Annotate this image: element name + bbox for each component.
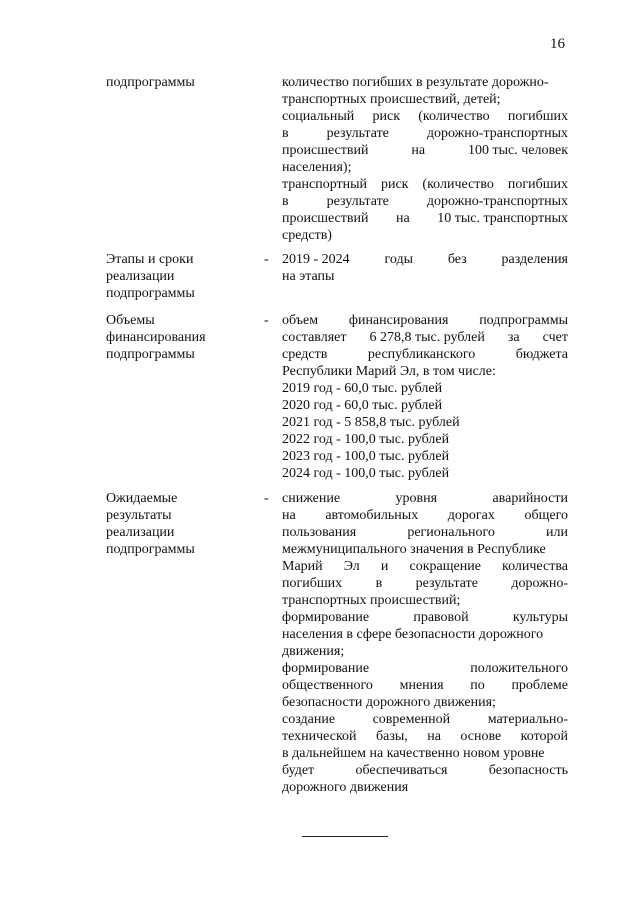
- content-word: положительного: [470, 661, 568, 676]
- content-line: [282, 762, 568, 779]
- content-word: аварийности: [492, 491, 568, 506]
- content-line: [282, 227, 568, 244]
- content-line: [282, 91, 568, 108]
- row-label-line: подпрограммы: [106, 542, 195, 557]
- content-word: на: [427, 729, 441, 744]
- content-line: [282, 592, 568, 609]
- content-word: пользования: [282, 525, 357, 540]
- content-word: основе: [460, 729, 502, 744]
- content-word: на: [395, 211, 410, 226]
- content-word: безопасности дорожного движения;: [282, 695, 496, 710]
- row-label-line: финансирования: [106, 330, 206, 345]
- content-line: [282, 431, 568, 448]
- content-line: [282, 465, 568, 482]
- content-line: [282, 193, 568, 210]
- content-word: безопасность: [488, 763, 568, 778]
- content-line: [282, 524, 568, 541]
- content-word: технической: [282, 729, 357, 744]
- content-word: Эл: [343, 559, 360, 574]
- content-word: 2021 год - 5 858,8 тыс. рублей: [282, 415, 460, 430]
- content-word: уровня: [395, 491, 438, 506]
- content-word: сокращение: [409, 559, 481, 574]
- content-word: мнения: [399, 678, 444, 693]
- content-word: материально-: [487, 712, 568, 727]
- row-label: [106, 490, 256, 558]
- content-word: составляет: [282, 330, 347, 345]
- content-line: [282, 779, 568, 796]
- row-label: [106, 251, 256, 302]
- content-word: 100 тыс. человек: [467, 143, 568, 158]
- content-line: [282, 125, 568, 142]
- content-line: [282, 363, 568, 380]
- content-line: [282, 414, 568, 431]
- content-word: базы,: [376, 729, 408, 744]
- content-line: [282, 108, 568, 125]
- content-word: 2022 год - 100,0 тыс. рублей: [282, 432, 450, 447]
- content-word: в дальнейшем на качественно новом уровне: [282, 746, 545, 761]
- content-word: которой: [520, 729, 568, 744]
- content-word: (количество: [418, 109, 490, 124]
- content-line: [282, 694, 568, 711]
- row-content: [282, 251, 568, 285]
- content-word: общего: [524, 508, 568, 523]
- content-word: средств: [282, 347, 328, 362]
- content-word: погибших: [507, 109, 568, 124]
- content-line: [282, 159, 568, 176]
- content-line: [282, 711, 568, 728]
- content-word: 2019 год - 60,0 тыс. рублей: [282, 381, 443, 396]
- content-word: дорожно-транспортных: [426, 126, 568, 141]
- content-word: 6 278,8 тыс. рублей: [369, 330, 485, 345]
- content-word: в: [375, 576, 383, 591]
- content-line: [282, 609, 568, 626]
- content-word: Республики Марий Эл, в том числе:: [282, 364, 496, 379]
- content-line: [282, 448, 568, 465]
- content-line: [282, 346, 568, 363]
- content-word: правовой: [413, 610, 469, 625]
- content-word: в: [282, 194, 289, 209]
- row-dash: -: [264, 252, 269, 267]
- content-word: общественного: [282, 678, 373, 693]
- row-label-line: Этапы и сроки: [106, 252, 194, 267]
- content-word: дорогах: [447, 508, 495, 523]
- content-word: 2020 год - 60,0 тыс. рублей: [282, 398, 443, 413]
- content-word: финансирования: [348, 313, 449, 328]
- content-word: за: [507, 330, 520, 345]
- content-word: обеспечиваться: [355, 763, 448, 778]
- row-label-line: подпрограммы: [106, 286, 195, 301]
- content-word: 10 тыс. транспортных: [437, 211, 568, 226]
- content-word: формирование: [282, 661, 370, 676]
- row-label: [106, 312, 256, 363]
- content-word: движения;: [282, 644, 345, 659]
- content-line: [282, 643, 568, 660]
- content-word: без: [447, 252, 467, 267]
- row-label-line: подпрограммы: [106, 75, 195, 90]
- row-label-line: Объемы: [106, 313, 155, 328]
- content-line: [282, 268, 568, 285]
- content-word: погибших: [507, 177, 568, 192]
- content-line: [282, 660, 568, 677]
- content-word: годы: [384, 252, 414, 267]
- content-word: межмуниципального значения в Республике: [282, 542, 546, 557]
- content-word: дорожного движения: [282, 780, 409, 795]
- content-word: по: [470, 678, 485, 693]
- content-word: количества: [502, 559, 568, 574]
- content-word: результате: [326, 126, 389, 141]
- content-line: [282, 210, 568, 227]
- content-line: [282, 626, 568, 643]
- content-word: дорожно-: [511, 576, 568, 591]
- content-word: или: [546, 525, 568, 540]
- content-line: [282, 490, 568, 507]
- content-word: риск: [380, 177, 409, 192]
- content-word: происшествий: [282, 211, 369, 226]
- content-word: населения в сфере безопасности дорожного: [282, 627, 544, 642]
- row-label-line: подпрограммы: [106, 347, 195, 362]
- content-word: социальный: [282, 109, 355, 124]
- content-line: [282, 397, 568, 414]
- content-word: на: [411, 143, 426, 158]
- content-line: [282, 507, 568, 524]
- content-word: на: [282, 508, 296, 523]
- content-line: [282, 575, 568, 592]
- content-word: транспортный: [282, 177, 368, 192]
- content-line: [282, 541, 568, 558]
- content-line: [282, 176, 568, 193]
- content-line: [282, 380, 568, 397]
- content-word: населения);: [282, 160, 352, 175]
- content-word: средств): [282, 228, 332, 243]
- row-label-line: реализации: [106, 269, 175, 284]
- content-word: погибших: [282, 576, 343, 591]
- content-line: [282, 251, 568, 268]
- content-word: 2019 - 2024: [282, 252, 350, 267]
- content-word: Марий: [282, 559, 323, 574]
- content-word: дорожно-транспортных: [426, 194, 568, 209]
- content-word: создание: [282, 712, 336, 727]
- content-word: транспортных происшествий;: [282, 593, 461, 608]
- content-line: [282, 74, 568, 91]
- content-word: результате: [326, 194, 389, 209]
- content-word: количество погибших в результате дорожно-: [282, 75, 549, 90]
- page-number: 16: [550, 36, 565, 52]
- closing-rule: [302, 836, 388, 837]
- content-word: снижение: [282, 491, 341, 506]
- row-content: [282, 490, 568, 796]
- content-word: и: [380, 559, 389, 574]
- content-word: формирование: [282, 610, 370, 625]
- row-label-line: реализации: [106, 525, 175, 540]
- content-line: [282, 558, 568, 575]
- row-content: [282, 312, 568, 482]
- row-label-line: Ожидаемые: [106, 491, 178, 506]
- content-word: риск: [372, 109, 400, 124]
- content-word: проблеме: [511, 678, 568, 693]
- content-line: [282, 142, 568, 159]
- row-dash: -: [264, 491, 269, 506]
- row-label: [106, 74, 256, 91]
- content-word: транспортных происшествий, детей;: [282, 92, 501, 107]
- content-word: автомобильных: [325, 508, 419, 523]
- row-label-line: результаты: [106, 508, 172, 523]
- content-line: [282, 329, 568, 346]
- content-word: 2024 год - 100,0 тыс. рублей: [282, 466, 450, 481]
- content-line: [282, 677, 568, 694]
- content-line: [282, 745, 568, 762]
- content-word: регионального: [407, 525, 495, 540]
- content-word: бюджета: [515, 347, 568, 362]
- content-word: 2023 год - 100,0 тыс. рублей: [282, 449, 450, 464]
- content-word: результате: [415, 576, 478, 591]
- content-word: происшествий: [282, 143, 369, 158]
- content-word: республиканского: [367, 347, 476, 362]
- content-word: подпрограммы: [479, 313, 568, 328]
- content-line: [282, 728, 568, 745]
- content-word: современной: [372, 712, 451, 727]
- content-word: объем: [282, 313, 319, 328]
- content-word: в: [282, 126, 289, 141]
- row-dash: -: [264, 313, 269, 328]
- content-word: разделения: [501, 252, 568, 267]
- content-word: (количество: [422, 177, 494, 192]
- content-word: будет: [282, 763, 315, 778]
- content-word: счет: [542, 330, 568, 345]
- row-content: [282, 74, 568, 244]
- content-word: культуры: [512, 610, 568, 625]
- content-word: на этапы: [282, 269, 335, 284]
- content-line: [282, 312, 568, 329]
